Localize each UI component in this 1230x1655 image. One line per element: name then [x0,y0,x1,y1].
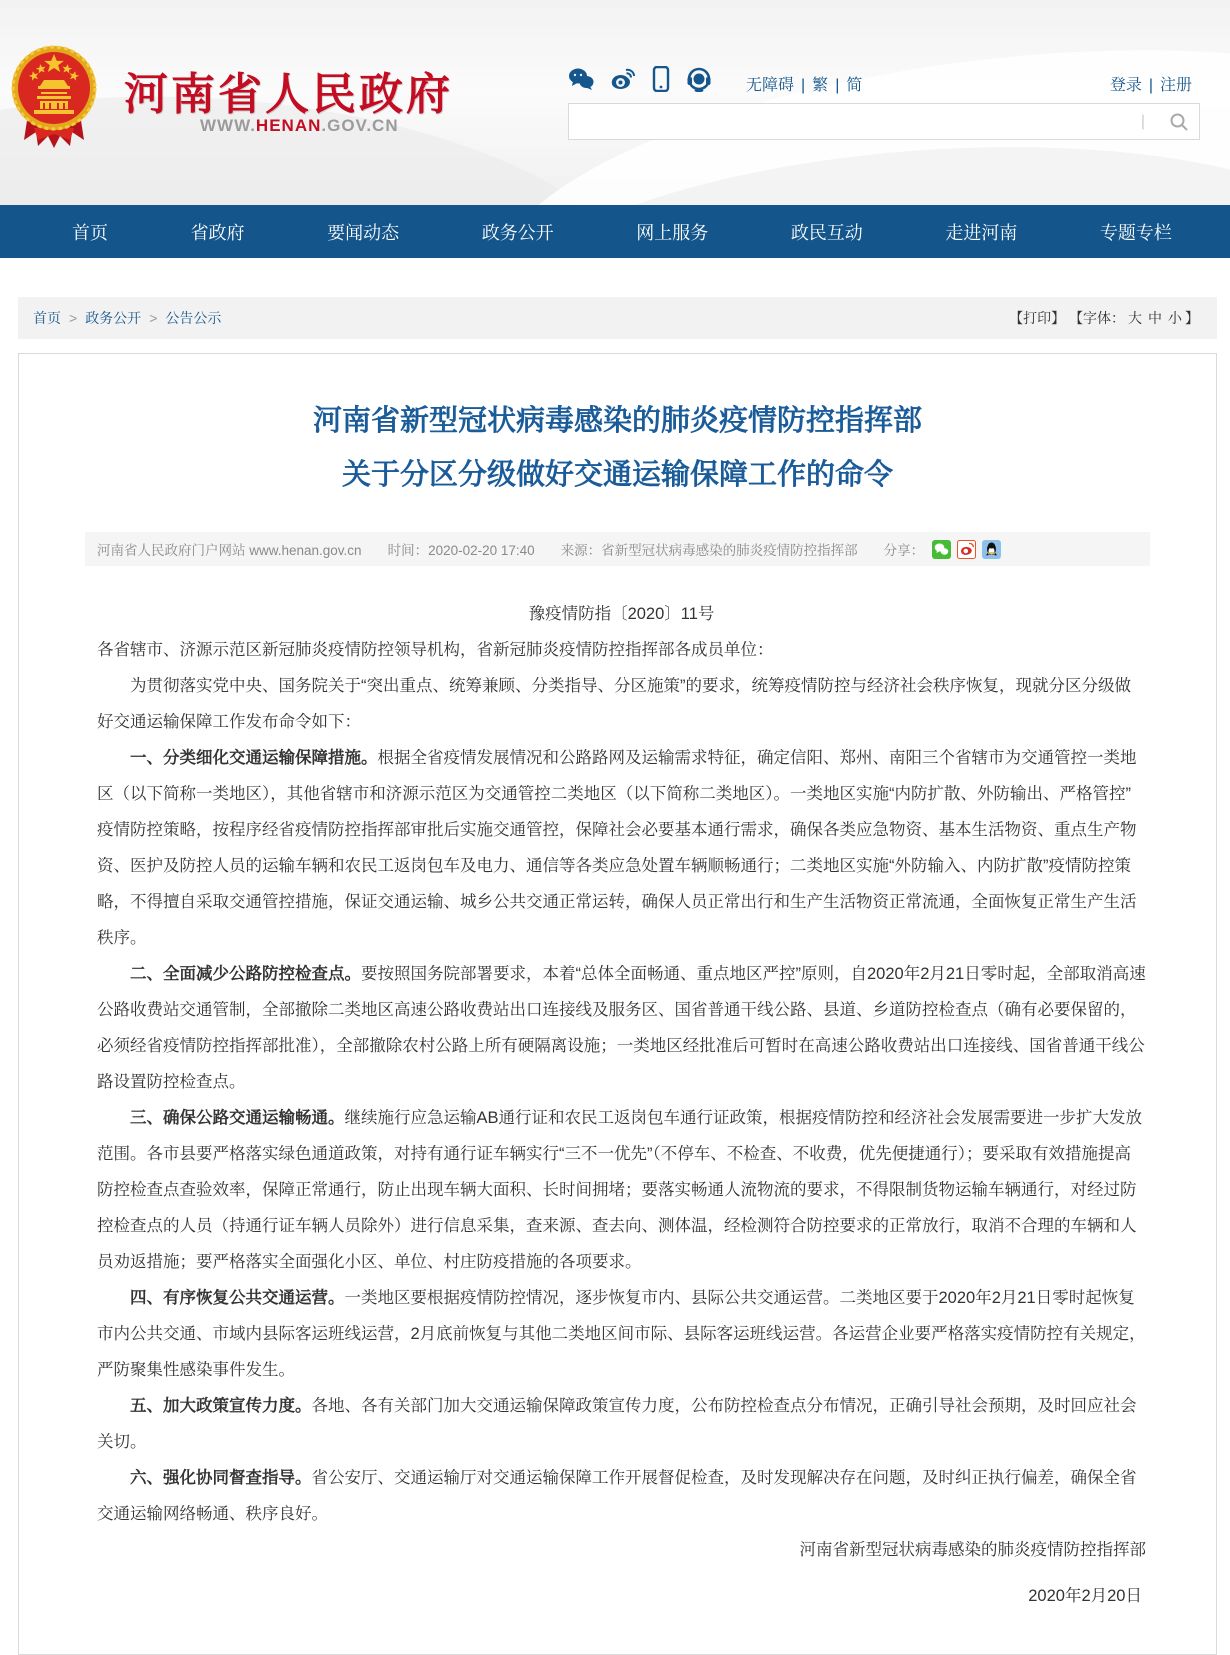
accessibility-link[interactable]: 无障碍 [746,77,795,94]
login-link[interactable]: 登录 [1109,77,1142,94]
lang-traditional-link[interactable]: 繁 [812,77,829,94]
font-size-small[interactable]: 小 [1168,310,1182,326]
print-button[interactable]: 【打印】 [1009,310,1066,326]
breadcrumb: 首页 > 政务公开 > 公告公示 [33,310,222,326]
paragraph-item-1: 一、分类细化交通运输保障措施。根据全省疫情发展情况和公路路网及运输需求特征，确定信阳、郑州、南阳三个省辖市为交通管控一类地区（以下简称一类地区），其他省辖市和济源示范区为交通管控二类地区（以下简称二类地区）。一类地区实施“内防扩散、外防输出、严格管控”疫情防控策略，按程序经省疫情防控指挥部审批后实施交通管控，保障社会必要基本通行需求，确保各类应急物资、基本生活物资、重点生产物资、医护及防控人员的运输车辆和农民工返岗包车及电力、通信等各类应急处置车辆顺畅通行；二类地区实施“外防输入、内防扩散”疫情防控策略，不得擅自采取交通管控措施，保证交通运输、城乡公共交通正常运转，确保人员正常出行和生产生活物资正常流通，全面恢复正常生产生活秩序。 [97,749,1137,947]
breadcrumb-bar [18,297,1217,339]
nav-item-interaction[interactable]: 政民互动 [790,222,863,243]
search-icon [1169,112,1189,132]
article-title-line1: 河南省新型冠状病毒感染的肺炎疫情防控指挥部 [312,405,922,437]
breadcrumb-gov-affairs[interactable]: 政务公开 [85,310,142,326]
search-input[interactable] [569,104,1141,139]
document-date: 2020年2月20日 [1028,1587,1142,1605]
national-emblem-logo[interactable] [10,36,98,163]
paragraph-item-6: 六、强化协同督查指导。省公安厅、交通运输厅对交通运输保障工作开展督促检查，及时发现解决存在问题，及时纠正执行偏差，确保全省交通运输网络畅通、秩序良好。 [97,1469,1137,1523]
nav-item-special-topics[interactable]: 专题专栏 [1099,222,1172,243]
breadcrumb-home[interactable]: 首页 [33,310,61,326]
meta-source: 来源：省新型冠状病毒感染的肺炎疫情防控指挥部 [560,543,858,558]
meta-time: 时间：2020-02-20 17:40 [387,543,535,558]
paragraph-salutation: 各省辖市、济源示范区新冠肺炎疫情防控领导机构，省新冠肺炎疫情防控指挥部各成员单位： [97,641,774,659]
search-button[interactable] [1159,104,1199,139]
breadcrumb-announcements[interactable]: 公告公示 [165,310,222,326]
nav-item-online-services[interactable]: 网上服务 [636,222,709,243]
nav-item-news[interactable]: 要闻动态 [327,222,400,243]
nav-item-about-henan[interactable]: 走进河南 [945,222,1018,243]
paragraph-item-2: 二、全面减少公路防控检查点。要按照国务院部署要求，本着“总体全面畅通、重点地区严控”原则，自2020年2月21日零时起，全部取消高速公路收费站交通管制，全部撤除二类地区高速公路收费站出口连接线及服务区、国省普通干线公路、县道、乡道防控检查点（确有必要保留的，必须经省疫情防控指挥部批准），全部撤除农村公路上所有硬隔离设施；一类地区经批准后可暂时在高速公路收费站出口连接线、国省普通干线公路设置防控检查点。 [97,965,1146,1091]
font-size-label: 【字体： [1069,310,1125,326]
article-container [18,353,1217,1655]
font-size-label-close: 】 [1185,310,1199,326]
paragraph-intro: 为贯彻落实党中央、国务院关于“突出重点、统筹兼顾、分类指导、分区施策”的要求，统筹疫情防控与经济社会秩序恢复，现就分区分级做好交通运输保障工作发布命令如下： [97,677,1131,731]
header-quick-links: 无障碍 | 繁 | 简 [746,77,863,94]
document-number: 豫疫情防指〔2020〕11号 [528,605,715,623]
nav-item-provincial-gov[interactable]: 省政府 [190,222,245,243]
article-title-line2: 关于分区分级做好交通运输保障工作的命令 [341,459,893,491]
headset-icon[interactable] [686,67,712,92]
share-weibo-icon[interactable] [957,540,976,559]
share-wechat-icon[interactable] [932,540,951,559]
share-qq-icon[interactable] [982,540,1001,559]
font-size-medium[interactable]: 中 [1148,310,1162,326]
search-divider: | [1140,112,1145,130]
document-signature: 河南省新型冠状病毒感染的肺炎疫情防控指挥部 [799,1541,1146,1559]
main-nav [0,205,1230,258]
meta-source-site: 河南省人民政府门户网站 www.henan.gov.cn [97,543,362,558]
font-size-large[interactable]: 大 [1128,310,1142,326]
wechat-icon[interactable] [568,67,594,91]
article-meta-bar [85,532,1150,566]
lang-simplified-link[interactable]: 简 [846,77,863,94]
site-url: WWW.HENAN.GOV.CN [200,116,399,135]
site-header [0,0,1230,205]
account-links: 登录 | 注册 [1109,77,1192,94]
document-body [19,596,1216,1614]
page-tools [1009,308,1199,328]
site-name[interactable]: 河南省人民政府 [124,70,453,119]
weibo-icon[interactable] [610,67,636,91]
search-box [568,103,1200,140]
paragraph-item-5: 五、加大政策宣传力度。各地、各有关部门加大交通运输保障政策宣传力度，公布防控检查点分布情况，正确引导社会预期，及时回应社会关切。 [97,1397,1137,1451]
share-label: 分享： [883,543,925,558]
mobile-icon[interactable] [652,66,670,92]
register-link[interactable]: 注册 [1159,77,1192,94]
nav-item-home[interactable]: 首页 [72,222,108,243]
nav-item-gov-affairs[interactable]: 政务公开 [481,222,554,243]
paragraph-item-4: 四、有序恢复公共交通运营。一类地区要根据疫情防控情况，逐步恢复市内、县际公共交通运营。二类地区要于2020年2月21日零时起恢复市内公共交通、市域内县际客运班线运营，2月底前恢复与其他二类地区间市际、县际客运班线运营。各运营企业要严格落实疫情防控有关规定，严防聚集性感染事件发生。 [97,1289,1146,1379]
paragraph-item-3: 三、确保公路交通运输畅通。继续施行应急运输AB通行证和农民工返岗包车通行证政策，根据疫情防控和经济社会发展需要进一步扩大发放范围。各市县要严格落实绿色通道政策，对持有通行证车辆实行“三不一优先”（不停车、不检查、不收费，优先便捷通行）；要采取有效措施提高防控检查点查验效率，保障正常通行，防止出现车辆大面积、长时间拥堵；要落实畅通人流物流的要求，不得限制货物运输车辆通行，对经过防控检查点的人员（持通行证车辆人员除外）进行信息采集，查来源、查去向、测体温，经检测符合防控要求的正常放行，取消不合理的车辆和人员劝返措施；要严格落实全面强化小区、单位、村庄防疫措施的各项要求。 [97,1109,1143,1271]
